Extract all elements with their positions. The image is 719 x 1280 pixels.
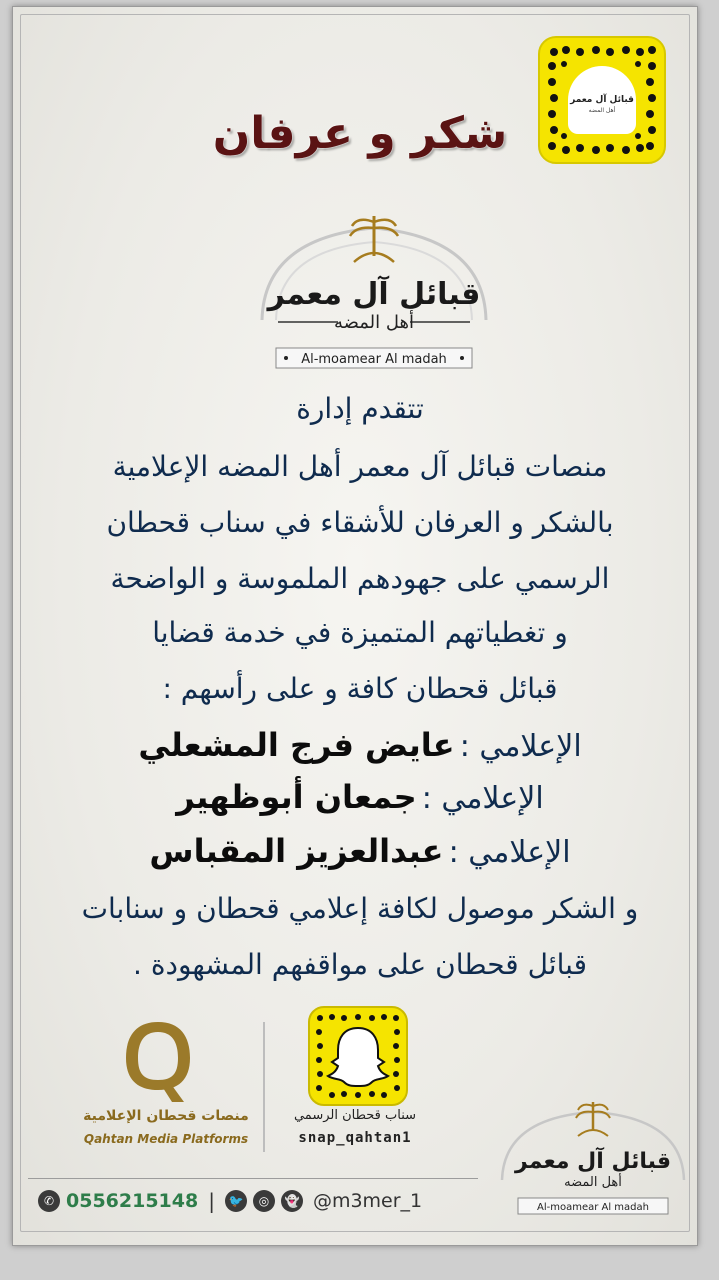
body-line-6: قبائل قحطان كافة و على رأسهم : xyxy=(162,672,558,705)
svg-text:قبائل آل معمر: قبائل آل معمر xyxy=(267,277,481,312)
tribe-logo xyxy=(258,210,490,380)
footer-contact xyxy=(38,1186,422,1216)
page-title: شكر و عرفان xyxy=(212,108,508,159)
svg-text:قبائل آل معمر: قبائل آل معمر xyxy=(515,1149,671,1174)
palm-swords-icon xyxy=(350,216,398,262)
media-person-name: عايض فرج المشعلي xyxy=(138,726,455,764)
media-person-row xyxy=(20,726,700,774)
media-person-name: جمعان أبوظهير xyxy=(176,778,417,816)
footer-separator: | xyxy=(208,1189,215,1213)
media-person-label: الإعلامي : xyxy=(448,835,571,870)
media-person-row xyxy=(20,832,700,880)
media-person-label: الإعلامي : xyxy=(421,781,544,816)
svg-text:Al-moamear Al madah: Al-moamear Al madah xyxy=(536,1202,650,1213)
snapchat-icon[interactable]: 👻 xyxy=(281,1190,303,1212)
closing-line-1: و الشكر موصول لكافة إعلامي قحطان و سنابات xyxy=(81,892,639,925)
qahtan-platform-name-en: Qahtan Media Platforms xyxy=(83,1132,249,1146)
instagram-icon[interactable]: ◎ xyxy=(253,1190,275,1212)
media-person-name: عبدالعزيز المقباس xyxy=(149,832,444,870)
whatsapp-icon[interactable]: ✆ xyxy=(38,1190,60,1212)
ghost-icon xyxy=(568,66,636,134)
body-line-5: و تغطياتهم المتميزة في خدمة قضايا xyxy=(152,616,568,649)
snapchat-ghost-icon xyxy=(310,1008,406,1104)
svg-text:Al-moamear Al madah: Al-moamear Al madah xyxy=(301,352,447,367)
divider xyxy=(263,1022,265,1152)
body-line-3: بالشكر و العرفان للأشقاء في سناب قحطان xyxy=(106,506,614,539)
footer-divider xyxy=(28,1178,478,1179)
snap-qahtan-handle: snap_qahtan1 xyxy=(298,1130,412,1146)
media-person-label: الإعلامي : xyxy=(459,729,582,764)
snapcode-top[interactable] xyxy=(538,36,666,164)
tribe-logo-small xyxy=(498,1098,688,1220)
svg-text:أهل المضه: أهل المضه xyxy=(564,1175,622,1190)
qahtan-platform-name: منصات قحطان الإعلامية xyxy=(83,1108,249,1124)
qahtan-media-logo-icon xyxy=(118,1018,198,1104)
media-person-row xyxy=(20,778,700,826)
twitter-icon[interactable]: 🐦 xyxy=(225,1190,247,1212)
phone-number[interactable]: 0556215148 xyxy=(66,1190,199,1212)
svg-text:أهل المضه: أهل المضه xyxy=(588,107,616,114)
snap-qahtan-name: سناب قحطان الرسمي xyxy=(293,1108,417,1123)
svg-text:أهل المضه: أهل المضه xyxy=(334,312,414,333)
closing-line-2: قبائل قحطان على مواقفهم المشهودة . xyxy=(133,948,587,981)
svg-text:قبائل آل معمر: قبائل آل معمر xyxy=(570,95,634,105)
snapcode-qahtan[interactable] xyxy=(308,1006,408,1106)
body-line-2: منصات قبائل آل معمر أهل المضه الإعلامية xyxy=(112,450,608,483)
body-line-4: الرسمي على جهودهم الملموسة و الواضحة xyxy=(110,562,610,595)
social-handle[interactable]: @m3mer_1 xyxy=(312,1190,423,1212)
intro-line: تتقدم إدارة xyxy=(296,392,424,425)
